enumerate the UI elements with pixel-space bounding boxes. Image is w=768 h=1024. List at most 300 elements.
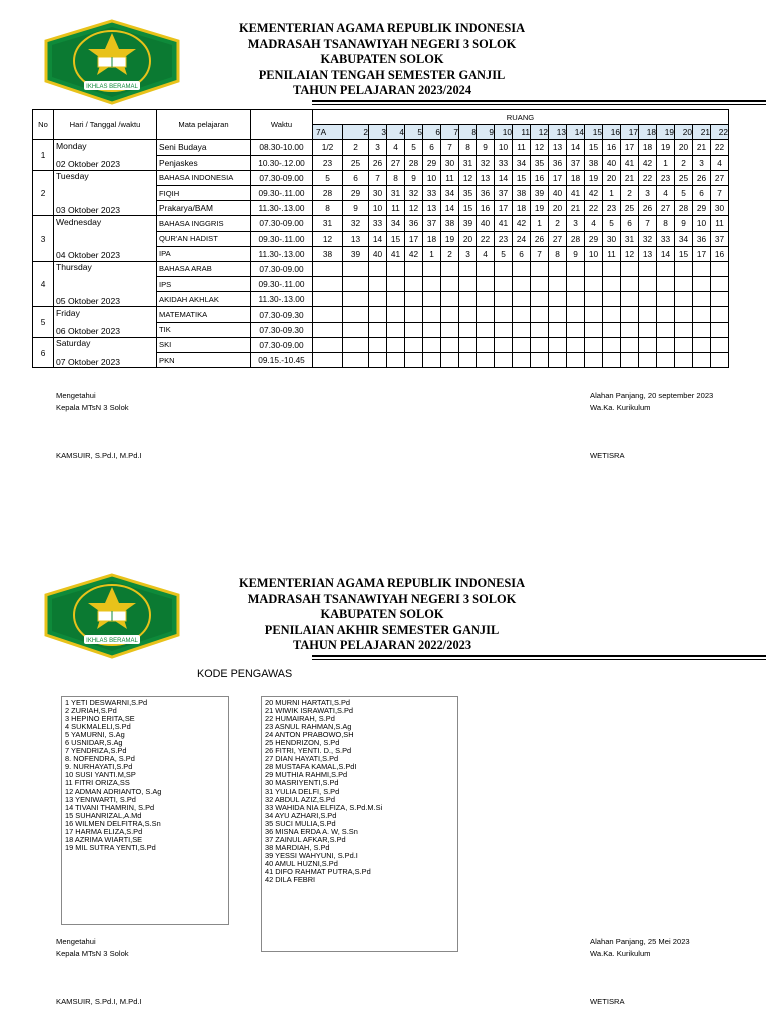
room-cell [531,322,549,337]
room-cell [693,353,711,368]
room-cell: 18 [513,201,531,216]
subject-cell: PKN [157,353,251,368]
room-cell: 27 [549,231,567,246]
room-cell: 16 [603,140,621,155]
subject-cell: IPS [157,277,251,292]
room-header: 18 [639,125,657,140]
room-cell [549,353,567,368]
room-cell [369,353,387,368]
room-cell: 9 [567,246,585,261]
room-cell: 19 [585,170,603,185]
sign-left-title: Kepala MTsN 3 Solok [56,403,129,412]
list-item: 11 FITRI ORIZA,SS [65,778,130,788]
room-cell [675,277,693,292]
room-cell [387,307,405,322]
room-cell [657,292,675,307]
subject-cell: QUR'AN HADIST [157,231,251,246]
room-cell: 30 [441,155,459,170]
room-cell [495,292,513,307]
room-cell: 37 [711,231,729,246]
room-cell [657,322,675,337]
header-exam: PENILAIAN TENGAH SEMESTER GANJIL [258,67,506,82]
room-cell: 28 [313,185,343,200]
room-cell: 40 [603,155,621,170]
time-cell: 07.30-09.30 [251,307,313,322]
room-cell: 4 [657,185,675,200]
time-cell: 10.30-.12.00 [251,155,313,170]
time-cell: 11.30-.13.00 [251,292,313,307]
room-cell [477,307,495,322]
room-cell: 24 [513,231,531,246]
room-cell [711,337,729,352]
room-cell: 6 [693,185,711,200]
room-cell: 33 [369,216,387,231]
room-cell: 27 [657,201,675,216]
room-header: 6 [423,125,441,140]
room-cell: 10 [495,140,513,155]
subject-cell: Seni Budaya [157,140,251,155]
day-date-cell [54,307,157,337]
room-cell: 31 [387,185,405,200]
room-cell: 20 [549,201,567,216]
room-cell: 10 [423,170,441,185]
room-cell [495,337,513,352]
time-cell: 07.30-09.30 [251,322,313,337]
table-row [33,170,729,185]
room-cell [369,261,387,276]
room-cell: 29 [585,231,603,246]
subject-cell: MATEMATIKA [157,307,251,322]
room-cell: 5 [313,170,343,185]
room-cell [639,337,657,352]
list-item: 10 SUSI YANTI.M,SP [65,770,136,780]
room-cell: 15 [675,246,693,261]
room-cell: 26 [639,201,657,216]
room-cell: 30 [369,185,387,200]
list-item: 25 HENDRIZON, S.Pd [265,738,340,748]
room-cell: 30 [603,231,621,246]
room-cell: 18 [639,140,657,155]
room-cell: 29 [693,201,711,216]
room-cell [711,353,729,368]
list-item: 15 SUHANRIZAL,A.Md [65,810,142,820]
room-cell: 38 [441,216,459,231]
room-cell [531,353,549,368]
top-header [200,21,564,99]
room-cell: 17 [405,231,423,246]
room-cell: 7 [441,140,459,155]
room-cell [639,322,657,337]
room-cell: 5 [603,216,621,231]
room-cell [495,277,513,292]
room-cell: 41 [621,155,639,170]
room-cell [693,292,711,307]
day-date-cell [54,216,157,262]
room-cell [405,307,423,322]
room-cell [423,337,441,352]
room-cell: 36 [477,185,495,200]
room-cell [405,292,423,307]
room-cell [639,307,657,322]
list-item: 3 HEPINO ERITA,SE [65,714,135,724]
room-cell: 3 [459,246,477,261]
list-item: 5 YAMURNI, S.Ag [65,730,125,740]
room-cell: 20 [675,140,693,155]
room-header: 5 [405,125,423,140]
room-cell [369,337,387,352]
header-rule-thin [312,104,766,105]
subject-cell: Penjaskes [157,155,251,170]
sign-right-name: WETISRA [590,997,625,1006]
day-date: 03 Oktober 2023 [56,204,121,215]
room-cell: 13 [639,246,657,261]
list-item: 7 YENDRIZA,S.Pd [65,746,127,756]
room-cell: 23 [603,201,621,216]
list-item: 1 YETI DESWARNI,S.Pd [65,698,148,707]
room-header: 19 [657,125,675,140]
room-cell [621,353,639,368]
room-cell [423,292,441,307]
room-cell: 15 [513,170,531,185]
list-item: 27 DIAN HAYATI,S.Pd [265,754,339,764]
invigilator-list-1 [61,696,229,925]
room-cell: 37 [495,185,513,200]
room-header: 3 [369,125,387,140]
room-cell: 26 [531,231,549,246]
svg-text:IKHLAS BERAMAL: IKHLAS BERAMAL [86,638,138,644]
list-item: 6 USNIDAR,S.Ag [65,738,123,748]
room-cell [459,292,477,307]
room-cell [585,337,603,352]
room-cell [675,322,693,337]
room-cell [531,307,549,322]
list-item: 4 SUKMALELI,S.Pd [65,722,131,732]
room-cell [675,292,693,307]
room-cell: 6 [343,170,369,185]
list-item: 40 AMUL HUZNI,S.Pd [265,858,338,868]
kemenag-logo [44,19,180,105]
room-cell: 42 [513,216,531,231]
table-row [33,337,729,352]
room-cell [441,353,459,368]
room-cell: 38 [313,246,343,261]
room-cell: 3 [693,155,711,170]
sign-left-known: Mengetahui [56,391,96,400]
room-cell [603,353,621,368]
room-cell: 30 [711,201,729,216]
room-cell [693,337,711,352]
room-cell [549,277,567,292]
room-cell [387,353,405,368]
room-cell: 32 [343,216,369,231]
room-cell: 3 [369,140,387,155]
room-cell [441,337,459,352]
sign-right-title: Wa.Ka. Kurikulum [590,949,651,958]
room-cell: 19 [441,231,459,246]
room-cell [657,277,675,292]
room-cell [313,337,343,352]
room-cell [639,261,657,276]
room-cell [531,277,549,292]
room-cell: 5 [495,246,513,261]
room-cell: 16 [531,170,549,185]
list-item: 26 FITRI, YENTI. D., S.Pd [265,746,352,756]
room-header: 11 [513,125,531,140]
room-cell: 19 [531,201,549,216]
room-cell [675,307,693,322]
list-item: 12 ADMAN ADRIANTO, S.Ag [65,786,162,796]
room-cell: 6 [423,140,441,155]
room-cell: 40 [477,216,495,231]
room-cell: 8 [459,140,477,155]
room-cell [369,292,387,307]
room-cell [603,307,621,322]
time-cell: 11.30-.13.00 [251,246,313,261]
room-cell: 38 [513,185,531,200]
list-item: 8. NOFENDRA, S.Pd [65,754,135,764]
table-row [33,261,729,276]
room-header: 8 [459,125,477,140]
col-ruang-header: RUANG [313,110,729,125]
room-cell: 22 [585,201,603,216]
day-number: 3 [33,216,54,262]
room-header: 9 [477,125,495,140]
list-item: 22 HUMAIRAH, S.Pd [265,714,335,724]
room-cell: 34 [675,231,693,246]
room-cell [675,353,693,368]
list-item: 35 SUCI MULIA,S.Pd [265,818,336,828]
room-cell [531,292,549,307]
day-name: Wednesday [56,216,102,227]
subject-cell: Prakarya/BAM [157,201,251,216]
room-cell [567,337,585,352]
room-header: 22 [711,125,729,140]
time-cell: 09.30-.11.00 [251,231,313,246]
room-cell [549,322,567,337]
col-time-header: Waktu [251,110,313,140]
room-cell: 14 [369,231,387,246]
room-cell: 25 [621,201,639,216]
room-cell [423,277,441,292]
room-cell: 17 [621,140,639,155]
room-cell [387,261,405,276]
room-cell: 36 [549,155,567,170]
room-header: 21 [693,125,711,140]
room-header: 14 [567,125,585,140]
room-header: 15 [585,125,603,140]
day-name: Saturday [56,338,91,349]
room-cell: 16 [711,246,729,261]
room-cell [621,261,639,276]
room-cell: 17 [693,246,711,261]
room-cell: 11 [441,170,459,185]
subject-cell: SKI [157,337,251,352]
room-cell: 6 [513,246,531,261]
room-cell [343,307,369,322]
room-cell [343,337,369,352]
day-date-cell [54,140,157,170]
room-header: 20 [675,125,693,140]
header-year: TAHUN PELAJARAN 2023/2024 [292,83,472,97]
time-cell: 07.30-09.00 [251,170,313,185]
room-cell [343,353,369,368]
room-cell [343,292,369,307]
room-cell: 17 [495,201,513,216]
room-cell: 12 [459,170,477,185]
sign-right-title: Wa.Ka. Kurikulum [590,403,651,412]
room-cell: 34 [441,185,459,200]
list-item: 19 MIL SUTRA YENTI,S.Pd [65,842,156,852]
day-date-cell [54,261,157,307]
room-cell [313,322,343,337]
day-date-cell [54,337,157,367]
room-cell [585,261,603,276]
room-cell [657,307,675,322]
list-item: 41 DIFO RAHMAT PUTRA,S.Pd [265,866,371,876]
room-cell [567,261,585,276]
room-cell: 15 [585,140,603,155]
room-cell [603,337,621,352]
subject-cell: BAHASA INGGRIS [157,216,251,231]
room-cell: 41 [387,246,405,261]
room-cell [477,322,495,337]
list-item: 30 MASRIYENTI,S.Pd [265,778,339,788]
room-cell [405,322,423,337]
room-cell [513,277,531,292]
room-cell [513,261,531,276]
room-cell: 15 [387,231,405,246]
room-cell: 23 [657,170,675,185]
room-cell: 33 [423,185,441,200]
room-cell [693,261,711,276]
room-cell [495,261,513,276]
room-cell [459,261,477,276]
room-cell: 7 [639,216,657,231]
room-cell: 32 [405,185,423,200]
room-cell [693,277,711,292]
room-cell: 2 [675,155,693,170]
room-cell: 1 [423,246,441,261]
room-header: 2 [343,125,369,140]
room-cell [477,277,495,292]
room-cell: 28 [567,231,585,246]
time-cell: 07.30-09.00 [251,261,313,276]
room-cell: 4 [585,216,603,231]
room-cell: 7 [369,170,387,185]
header-regency: KABUPATEN SOLOK [320,607,444,621]
room-cell: 37 [567,155,585,170]
room-cell: 37 [423,216,441,231]
room-cell: 13 [423,201,441,216]
room-cell: 29 [423,155,441,170]
room-cell: 11 [513,140,531,155]
time-cell: 08.30-10.00 [251,140,313,155]
room-cell [513,307,531,322]
day-number: 4 [33,261,54,307]
list-item: 24 ANTON PRABOWO,SH [265,730,354,740]
room-cell [387,277,405,292]
room-cell [585,353,603,368]
room-cell: 8 [657,216,675,231]
room-cell: 35 [531,155,549,170]
room-cell [567,277,585,292]
day-number: 1 [33,140,54,170]
room-cell: 1 [603,185,621,200]
day-name: Friday [56,307,80,318]
col-no-header: No [33,110,54,140]
room-cell: 14 [495,170,513,185]
day-date: 07 Oktober 2023 [56,356,121,367]
room-cell [513,337,531,352]
header-rule [312,100,766,102]
room-cell: 1 [657,155,675,170]
room-cell [711,292,729,307]
room-cell [585,307,603,322]
time-cell: 09.30-.11.00 [251,185,313,200]
room-cell: 5 [675,185,693,200]
room-cell [313,292,343,307]
room-cell [513,292,531,307]
room-header: 12 [531,125,549,140]
col-day-header: Hari / Tanggal /waktu [54,110,157,140]
room-cell [603,322,621,337]
room-cell: 20 [459,231,477,246]
room-cell: 12 [313,231,343,246]
header-exam: PENILAIAN AKHIR SEMESTER GANJIL [264,622,500,637]
list-item: 33 WAHIDA NIA ELFIZA, S.Pd.M.Si [265,802,383,812]
header-regency: KABUPATEN SOLOK [320,52,444,66]
room-cell [585,292,603,307]
col-subject-header: Mata pelajaran [157,110,251,140]
room-cell: 10 [369,201,387,216]
time-cell: 07.30-09.00 [251,337,313,352]
room-cell: 39 [343,246,369,261]
list-item: 9. NURHAYATI,S.Pd [65,762,133,772]
room-cell: 26 [369,155,387,170]
room-cell [441,292,459,307]
room-cell [477,337,495,352]
room-cell: 18 [423,231,441,246]
room-cell: 18 [567,170,585,185]
room-cell: 2 [549,216,567,231]
room-cell: 9 [675,216,693,231]
room-cell: 9 [405,170,423,185]
room-cell: 31 [621,231,639,246]
list-item: 34 AYU AZHARI,S.Pd [265,810,337,820]
room-cell: 42 [639,155,657,170]
room-cell [441,307,459,322]
header-rule [312,655,766,657]
room-cell [369,307,387,322]
room-cell [621,307,639,322]
room-cell: 2 [621,185,639,200]
room-cell [387,322,405,337]
room-cell: 32 [639,231,657,246]
table-row [33,307,729,322]
room-cell [585,277,603,292]
day-name: Tuesday [56,171,89,182]
day-date: 04 Oktober 2023 [56,250,121,261]
time-cell: 09.15.-10.45 [251,353,313,368]
room-cell [711,277,729,292]
list-item: 39 YESSI WAHYUNI, S.Pd.I [265,850,358,860]
room-cell [423,353,441,368]
room-cell: 28 [405,155,423,170]
room-cell [621,322,639,337]
room-cell: 8 [313,201,343,216]
list-item: 13 YENIWARTI, S.Pd [65,794,136,804]
room-cell [477,292,495,307]
